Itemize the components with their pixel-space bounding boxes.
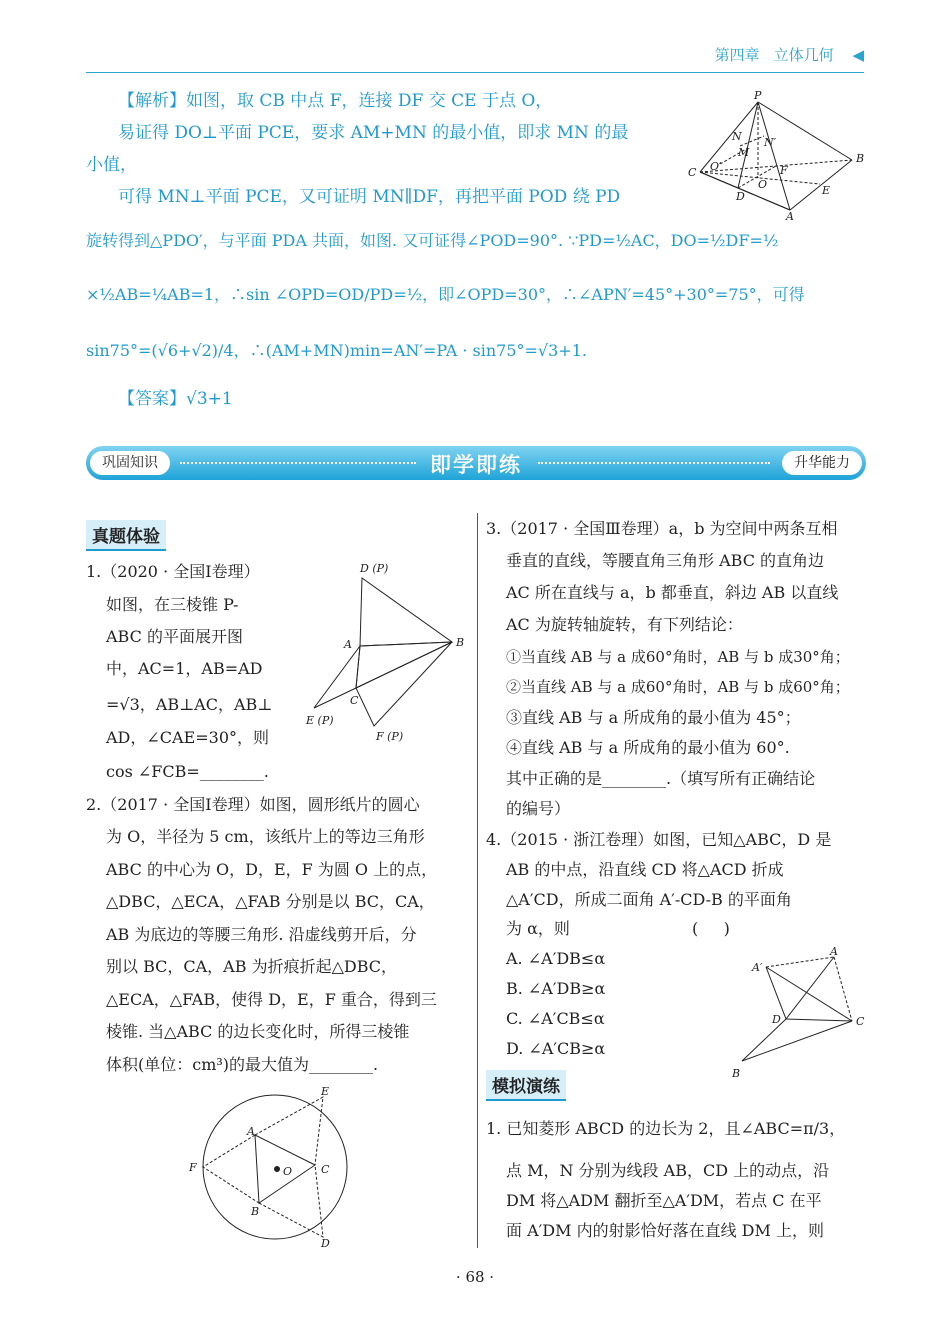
option-B: B. ∠A′DB≥α [506,979,606,998]
question-line: 1.（2020 · 全国Ⅰ卷理） [86,562,260,581]
dashed-F [203,1135,259,1203]
circle-figure [185,1085,355,1250]
edge [738,188,790,210]
chapter-label: 第四章 [714,46,760,64]
question-line: 为 O，半径为 5 cm，该纸片上的等边三角形 [106,827,425,846]
question-line: 体积(单位：cm³)的最大值为________. [106,1055,379,1074]
option-D: D. ∠A′CB≥α [506,1039,606,1058]
analysis-line: 【解析】如图，取 CB 中点 F，连接 DF 交 CE 于点 O， [118,91,553,111]
banner-dots [538,462,770,464]
question-line: 其中正确的是________.（填写所有正确结论 [506,769,816,788]
label-P: P [754,89,762,102]
question-line: ④直线 AB 与 a 所成角的最小值为 60°. [506,738,790,757]
question-line: 3.（2017 · 全国Ⅲ卷理）a，b 为空间中两条互相 [486,519,838,538]
face-DAB [360,578,452,646]
question-line: ②当直线 AB 与 a 成60°角时，AB 与 b 成60°角； [506,678,850,696]
label-F: F [189,1161,197,1174]
label-M: M [738,146,750,159]
net-figure [300,558,475,748]
question-line: △ECA，△FAB，使得 D，E，F 重合，得到三 [106,990,437,1009]
label-C: C [856,1015,865,1028]
center-dot [274,1166,280,1172]
question-line: 2.（2017 · 全国Ⅰ卷理）如图，圆形纸片的圆心 [86,795,420,814]
label-B: B [856,152,865,165]
label-O: O [283,1165,293,1178]
banner-left-pill: 巩固知识 [90,451,170,475]
label-C: C [350,694,359,707]
banner-title: 即学即练 [430,453,522,477]
question-line: AD，∠CAE=30°，则 [106,728,270,747]
question-line: 垂直的直线，等腰直角三角形 ABC 的直角边 [506,551,825,570]
question-line: ③直线 AB 与 a 所成角的最小值为 45°； [506,708,801,727]
running-header [701,44,864,65]
triangle-icon: ◀ [852,46,864,64]
analysis-line: 小值， [86,155,137,175]
question-line: △A′CD，所成二面角 A′-CD-B 的平面角 [506,890,792,909]
label-D-P: D (P) [360,562,389,575]
label-N: N [732,130,742,143]
option-A: A. ∠A′DB≤α [506,949,606,968]
question-line: 如图，在三棱锥 P- [106,595,239,614]
label-E: E [321,1085,330,1098]
question-line: DM 将△ADM 翻折至△A′DM，若点 C 在平 [506,1191,822,1210]
dashed-E [255,1097,323,1165]
edge-AD [786,957,834,1019]
question-line: ABC 的中心为 O，D，E，F 为圆 O 上的点， [106,860,438,879]
question-line: AB 的中点，沿直线 CD 将△ACD 折成 [506,860,784,879]
question-line: AC 所在直线与 a，b 都垂直，斜边 AB 以直线 [506,583,839,602]
question-line: △DBC，△ECA，△FAB 分别是以 BC，CA， [106,892,435,911]
label-D: D [772,1013,781,1026]
dashed-A-A-prime [766,957,834,967]
label-B: B [456,636,465,649]
label-E: E [822,184,831,197]
pyramid-figure [680,88,870,223]
question-line: AC 为旋转轴旋转，有下列结论： [506,615,743,634]
question-line: 面 A′DM 内的射影恰好落在直线 DM 上，则 [506,1221,824,1240]
header-rule [86,72,864,73]
label-E-P: E (P) [306,714,334,727]
label-A: A [786,210,794,223]
label-A-prime: A′ [752,961,763,974]
analysis-line: ×½AB=¼AB=1，∴sin ∠OPD=OD/PD=½，即∠OPD=30°，∴∠APN′=45°+30°=75°，可得 [86,285,805,304]
analysis-line: 旋转得到△PDO′，与平面 PDA 共面，如图. 又可证得∠POD=90°. ∵PD=½AC，DO=½DF=½ [86,231,779,250]
label-C: C [688,166,697,179]
answer-line: 【答案】√3+1 [118,389,233,409]
label-O-prime: O′ [710,160,722,173]
label-B: B [251,1205,260,1218]
face-CBF [356,642,452,726]
edge [738,102,758,188]
label-N-prime: N′ [764,136,777,149]
question-line: 1. 已知菱形 ABCD 的边长为 2，且∠ABC=π/3， [486,1119,846,1138]
chapter-title: 立体几何 [773,46,834,64]
option-C: C. ∠A′CB≤α [506,1009,605,1028]
label-O: O [758,178,768,191]
analysis-line: sin75°=(√6+√2)/4，∴(AM+MN)min=AN′=PA · sin75°=√3+1. [86,341,587,360]
section-mock-practice: 模拟演练 [486,1070,566,1101]
question-line: 4.（2015 · 浙江卷理）如图，已知△ABC，D 是 [486,830,832,849]
label-B: B [732,1067,741,1080]
label-D: D [321,1237,330,1250]
edge-DC [786,1019,852,1021]
label-A: A [344,638,352,651]
question-line: 别以 BC，CA，AB 为折痕折起△DBC， [106,957,398,976]
fold-figure [730,945,870,1085]
label-F-P: F (P) [376,730,404,743]
edge-A-prime-D [766,967,786,1019]
question-line: 中，AC=1，AB=AD [106,659,263,678]
question-line: ①当直线 AB 与 a 成60°角时，AB 与 b 成30°角； [506,648,850,666]
question-line: 为 α，则 ( ) [506,919,730,938]
dashed-edge [738,166,776,188]
label-A: A [247,1125,255,1138]
question-line: 点 M，N 分别为线段 AB，CD 上的动点，沿 [506,1161,830,1180]
banner-right-pill: 升华能力 [782,451,862,475]
question-line: AB 为底边的等腰三角形. 沿虚线剪开后，分 [106,925,417,944]
label-A: A [830,945,838,958]
question-line: =√3，AB⊥AC，AB⊥ [106,695,273,714]
question-line: 的编号） [506,799,571,818]
question-line: cos ∠FCB=________. [106,762,269,781]
label-F: F [780,164,788,177]
edge [790,160,852,210]
analysis-line: 易证得 DO⊥平面 PCE，要求 AM+MN 的最小值，即求 MN 的最 [118,123,629,143]
section-banner [86,446,866,480]
question-line: ABC 的平面展开图 [106,627,243,646]
edge [700,102,758,172]
analysis-line: 可得 MN⊥平面 PCE，又可证明 MN∥DF，再把平面 POD 绕 PD [118,187,621,207]
edge [700,172,738,188]
page-number: · 68 · [455,1268,495,1286]
column-divider [477,513,478,1248]
label-C: C [321,1163,330,1176]
label-D: D [736,190,745,203]
question-line: 棱锥. 当△ABC 的边长变化时，所得三棱锥 [106,1022,410,1041]
section-real-questions: 真题体验 [86,520,166,551]
dashed-edge [740,136,764,146]
edge-BC [742,1021,852,1061]
